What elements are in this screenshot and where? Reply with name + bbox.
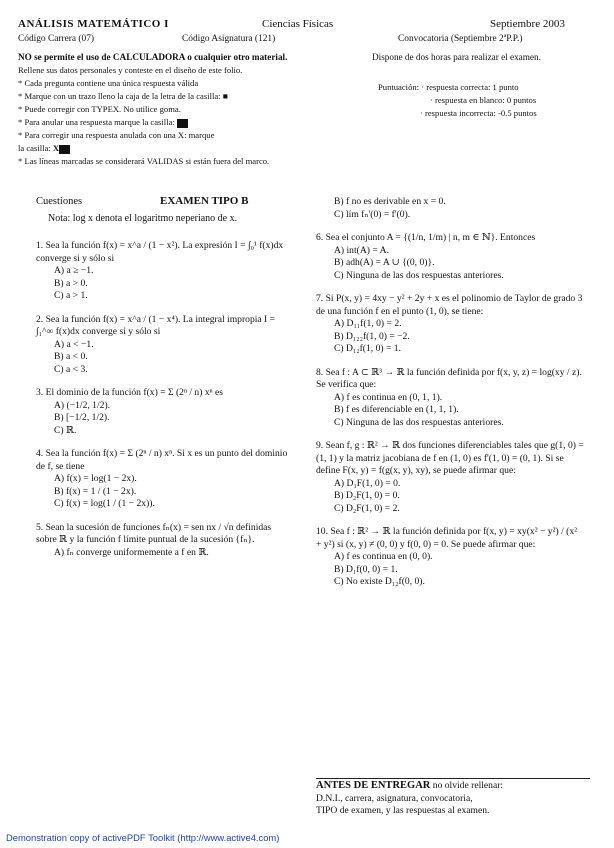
exam-type-title: EXAMEN TIPO B	[160, 195, 249, 207]
question-text: 3. El dominio de la función f(x) = Σ (2ⁿ / n) xⁿ es	[36, 387, 224, 398]
cancel-box-icon	[177, 119, 188, 128]
answer-option[interactable]: C) a < 3.	[54, 363, 88, 375]
answer-option[interactable]: B) a > 0.	[54, 277, 88, 289]
question-text: 10. Sea f : ℝ² → ℝ la función definida por f(x, y) = xy(x² − y²) / (x² + y²) si (x, y) ≠ (0, 0) y f(0, 0) = 0. Se puede afirmar que:	[316, 526, 578, 550]
divider-line	[316, 778, 590, 779]
answer-option[interactable]: B) f es diferenciable en (1, 1, 1).	[334, 404, 459, 415]
before-submit-box	[316, 780, 590, 818]
instruction-line-9: * Las líneas marcadas se considerará VALIDAS si están fuera del marco.	[18, 156, 270, 166]
scoring-correct: Puntuación: · respuesta correcta: 1 punto	[378, 82, 519, 92]
question-item	[316, 440, 584, 515]
faculty-title: Ciencias Físicas	[262, 18, 334, 30]
question-item	[36, 387, 294, 437]
answer-option[interactable]: A) a ≥ −1.	[54, 265, 94, 276]
answer-option[interactable]: B) [−1/2, 1/2).	[54, 412, 110, 423]
answer-option[interactable]: A) f es continua en (0, 0).	[334, 551, 433, 562]
answer-option[interactable]: C) f(x) = log(1 / (1 − 2x)).	[54, 498, 155, 509]
answer-option[interactable]: C) D₂F(1, 0) = 2.	[334, 502, 400, 514]
instruction-line-2: Rellene sus datos personales y conteste en el diseño de este folio.	[18, 65, 243, 75]
question-text: 4. Sea la función f(x) = Σ (2ⁿ / n) xⁿ. Si x es un punto del dominio de f, se tiene	[36, 448, 288, 472]
scoring-blank: · respuesta en blanco: 0 puntos	[430, 95, 537, 105]
course-title: ANÁLISIS MATEMÁTICO I	[18, 18, 169, 30]
answer-option[interactable]: B) adh(A) = A ∪ {(0, 0)}.	[334, 257, 435, 268]
answer-option[interactable]: B) D₂F(1, 0) = 0.	[334, 490, 400, 501]
question-text: 1. Sea la función f(x) = x^a / (1 − x²). La expresión I = ∫₀¹ f(x)dx converge si y sólo si	[36, 240, 284, 264]
answer-option[interactable]: A) int(A) = A.	[334, 244, 389, 256]
x-mark-icon: X	[52, 143, 60, 153]
before-submit-title: ANTES DE ENTREGAR	[316, 780, 431, 791]
correct-box-icon	[59, 145, 70, 154]
answer-option[interactable]: B) f no es derivable en x = 0.	[334, 196, 446, 207]
instruction-line-5: * Puede corregir con TYPEX. No utilice goma.	[18, 104, 181, 114]
answer-option[interactable]: A) D₁₁f(1, 0) = 2.	[334, 318, 402, 329]
instruction-line-7: * Para corregir una respuesta anulada con una X: marque	[18, 130, 215, 140]
question-text: 9. Sean f, g : ℝ² → ℝ dos funciones diferenciables tales que g(1, 0) = (1, 1) y la matriz jacobiana de f en (1, 0) es f'(1, 0) = (0, 1). Si se define F(x, y) = f(g(x, y), xy), se puede afirmar que:	[316, 440, 584, 476]
question-text: 7. Si P(x, y) = 4xy − y² + 2y + x es el polinomio de Taylor de grado 3 de una función f en el punto (1, 0), se tiene:	[316, 293, 583, 317]
question-item	[36, 522, 294, 560]
answer-option[interactable]: B) f(x) = 1 / (1 − 2x).	[54, 485, 137, 497]
answer-option[interactable]: A) a < −1.	[54, 338, 94, 350]
subject-code: Código Asignatura (121)	[182, 34, 276, 44]
question-item	[316, 367, 584, 430]
answer-option[interactable]: C) ℝ.	[54, 424, 77, 436]
question-text: 8. Sea f : A ⊂ ℝ³ → ℝ la función definida por f(x, y, z) = log(xy / z). Se verifica que:	[316, 366, 582, 390]
question-item	[316, 196, 584, 221]
instruction-line-4: * Marque con un trazo lleno la caja de la letra de la casilla: ■	[18, 91, 228, 101]
scoring-wrong: · respuesta incorrecta: -0.5 puntos	[420, 108, 537, 118]
before-submit-line2: D.N.I., carrera, asignatura, convocatoria,	[316, 792, 473, 804]
question-item	[36, 448, 294, 511]
answer-option[interactable]: C) No existe D₁₂f(0, 0).	[334, 576, 425, 587]
question-text: 2. Sea la función f(x) = x^a / (1 − x⁴). La integral impropia I = ∫₁^∞ f(x)dx converge si y sólo si	[36, 313, 276, 337]
question-item	[36, 240, 294, 303]
instruction-line-1: NO se permite el uso de CALCULADORA o cualquier otro material.	[18, 52, 288, 62]
instruction-line-6: * Para anular una respuesta marque la casilla:	[18, 117, 188, 128]
question-item	[316, 293, 584, 356]
exam-date: Septiembre 2003	[490, 18, 565, 30]
demo-footer-link[interactable]: Demonstration copy of activePDF Toolkit (http://www.active4.com)	[6, 832, 280, 843]
convocatoria: Convocatoria (Septiembre 2ªP.P.)	[398, 34, 523, 44]
answer-option[interactable]: A) fₙ converge uniformemente a f en ℝ.	[54, 546, 209, 558]
answer-option[interactable]: A) (−1/2, 1/2).	[54, 399, 111, 411]
right-question-column	[316, 196, 584, 600]
question-item	[316, 232, 584, 282]
answer-option[interactable]: B) a < 0.	[54, 351, 88, 362]
before-submit-line1: no olvide rellenar:	[432, 780, 504, 791]
answer-option[interactable]: C) Ninguna de las dos respuestas anteriores.	[334, 269, 504, 281]
question-text: 5. Sean la sucesión de funciones fₙ(x) = sen nx / √n definidas sobre ℝ y la función f límite puntual de la sucesión {fₙ}.	[36, 521, 272, 545]
answer-option[interactable]: C) a > 1.	[54, 290, 88, 301]
question-text: 6. Sea el conjunto A = {(1/n, 1/m) | n, m ∈ ℕ}. Entonces	[316, 232, 536, 243]
question-item	[316, 526, 584, 589]
left-question-column	[36, 240, 294, 570]
instruction-line-3: * Cada pregunta contiene una única respuesta válida	[18, 78, 199, 88]
question-item	[36, 314, 294, 377]
course-code: Código Carrera (07)	[18, 34, 95, 44]
cuestiones-label: Cuestiones	[36, 196, 83, 207]
instruction-time: Dispone de dos horas para realizar el examen.	[372, 52, 541, 62]
answer-option[interactable]: A) D₁F(1, 0) = 0.	[334, 477, 401, 489]
answer-option[interactable]: B) D₁₂₂f(1, 0) = −2.	[334, 330, 410, 342]
instruction-line-8: la casilla: X	[18, 143, 70, 154]
answer-option[interactable]: A) f es continua en (0, 1, 1).	[334, 391, 443, 403]
answer-option[interactable]: A) f(x) = log(1 − 2x).	[54, 473, 137, 484]
answer-option[interactable]: B) D₁f(0, 0) = 1.	[334, 563, 398, 575]
answer-option[interactable]: C) lím fₙ'(0) = f'(0).	[334, 208, 411, 220]
before-submit-line3: TIPO de examen, y las respuestas al examen.	[316, 805, 490, 816]
note-log: Nota: log x denota el logaritmo neperiano de x.	[48, 213, 238, 224]
answer-option[interactable]: C) Ninguna de las dos respuestas anteriores.	[334, 416, 504, 428]
answer-option[interactable]: C) D₁₂f(1, 0) = 1.	[334, 343, 401, 354]
